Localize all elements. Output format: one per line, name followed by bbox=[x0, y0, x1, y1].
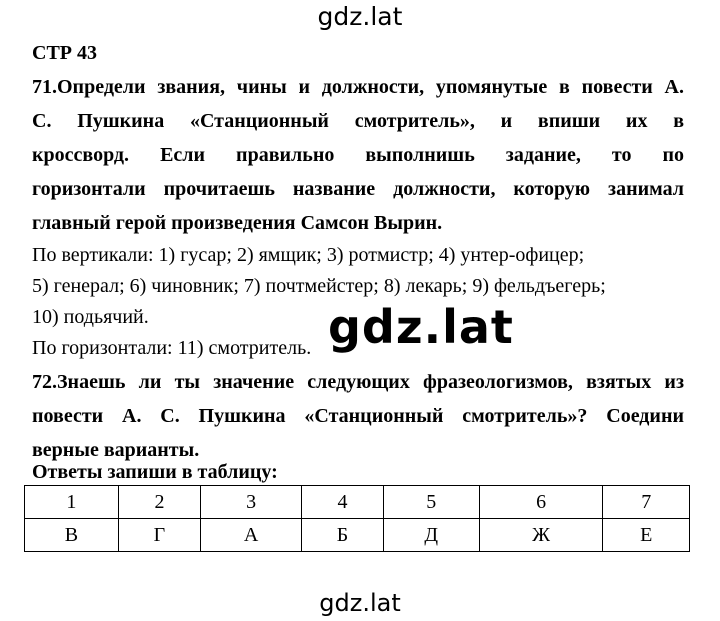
task-71-line: С. Пушкина «Станционный смотритель», и впиши их в bbox=[32, 110, 684, 132]
task-72-line: 72.Знаешь ли ты значение следующих фразеологизмов, взятых из bbox=[32, 371, 684, 393]
table-row bbox=[25, 519, 690, 552]
table-cell: Ж bbox=[479, 519, 603, 552]
answer-vertical-line: 5) генерал; 6) чиновник; 7) почтмейстер; 8) лекарь; 9) фельдъегерь; bbox=[32, 275, 606, 297]
answer-table bbox=[24, 485, 690, 552]
watermark-top: gdz.lat bbox=[317, 2, 403, 31]
task-71-line: 71.Определи звания, чины и должности, упомянутые в повести А. bbox=[32, 76, 684, 98]
table-cell: Д bbox=[383, 519, 479, 552]
table-cell: Е bbox=[603, 519, 690, 552]
answer-vertical-line: 10) подьячий. bbox=[32, 306, 149, 328]
task-72-line: верные варианты. bbox=[32, 439, 200, 461]
table-cell: Б bbox=[302, 519, 384, 552]
table-cell: А bbox=[201, 519, 302, 552]
answer-vertical-line: По вертикали: 1) гусар; 2) ямщик; 3) ротмистр; 4) унтер-офицер; bbox=[32, 244, 585, 266]
table-header-cell: 6 bbox=[479, 486, 603, 519]
table-header-cell: 4 bbox=[302, 486, 384, 519]
task-71-line: горизонтали прочитаешь название должности, которую занимал bbox=[32, 178, 684, 200]
table-header-row bbox=[25, 486, 690, 519]
task-72-line: повести А. С. Пушкина «Станционный смотритель»? Соедини bbox=[32, 405, 684, 427]
table-header-cell: 5 bbox=[383, 486, 479, 519]
watermark-middle: gdz.lat bbox=[322, 300, 520, 354]
table-caption: Ответы запиши в таблицу: bbox=[32, 461, 278, 483]
table-header-cell: 3 bbox=[201, 486, 302, 519]
table-header-cell: 7 bbox=[603, 486, 690, 519]
answer-horizontal-line: По горизонтали: 11) смотритель. bbox=[32, 337, 312, 359]
page-label: СТР 43 bbox=[32, 42, 97, 64]
watermark-bottom: gdz.lat bbox=[319, 589, 401, 617]
table-cell: В bbox=[25, 519, 119, 552]
table-header-cell: 2 bbox=[118, 486, 200, 519]
table-cell: Г bbox=[118, 519, 200, 552]
task-71-line: кроссворд. Если правильно выполнишь задание, то по bbox=[32, 144, 684, 166]
table-header-cell: 1 bbox=[25, 486, 119, 519]
task-71-line: главный герой произведения Самсон Вырин. bbox=[32, 212, 443, 234]
